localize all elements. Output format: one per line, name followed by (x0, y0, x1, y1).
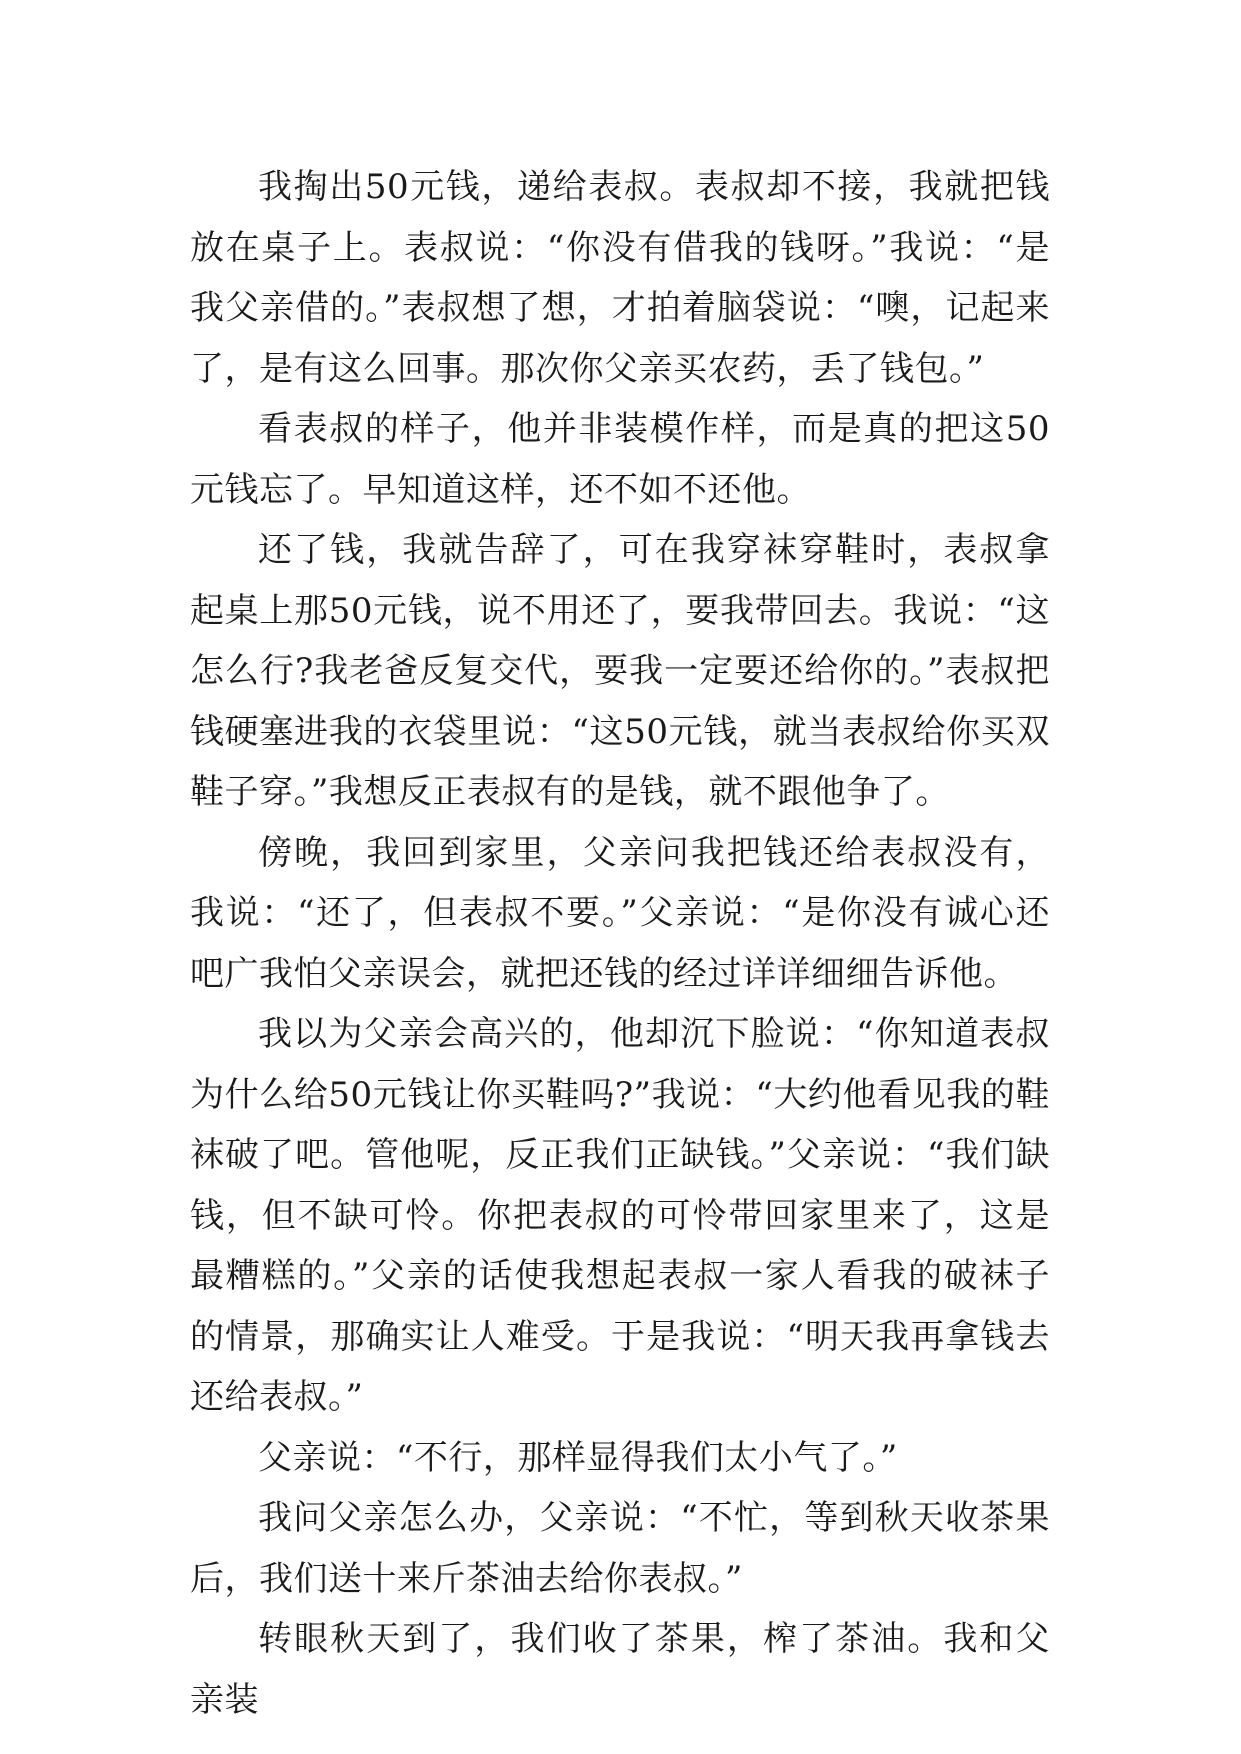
paragraph: 傍晚，我回到家里，父亲问我把钱还给表叔没有，我说：“还了，但表叔不要。”父亲说：“是你没有诚心还吧广我怕父亲误会，就把还钱的经过详详细细告诉他。 (190, 832, 1050, 994)
article-body (190, 157, 1050, 1730)
paragraph: 看表叔的样子，他并非装模作样，而是真的把这50元钱忘了。早知道这样，还不如不还他。 (190, 409, 1050, 510)
paragraph: 我掏出50元钱，递给表叔。表叔却不接，我就把钱放在桌子上。表叔说：“你没有借我的钱呀。”我说：“是我父亲借的。”表叔想了想，才拍着脑袋说：“噢，记起来了，是有这么回事。那次你父亲买农药，丢了钱包。” (190, 167, 1050, 389)
paragraph: 还了钱，我就告辞了，可在我穿袜穿鞋时，表叔拿起桌上那50元钱，说不用还了，要我带回去。我说：“这怎么行?我老爸反复交代，要我一定要还给你的。”表叔把钱硬塞进我的衣袋里说：“这50元钱，就当表叔给你买双鞋子穿。”我想反正表叔有的是钱，就不跟他争了。 (190, 530, 1050, 812)
paragraph: 转眼秋天到了，我们收了茶果，榨了茶油。我和父亲装 (190, 1619, 1050, 1720)
paragraph: 我问父亲怎么办，父亲说：“不忙，等到秋天收茶果后，我们送十来斤茶油去给你表叔。” (190, 1498, 1050, 1599)
paragraph: 我以为父亲会高兴的，他却沉下脸说：“你知道表叔为什么给50元钱让你买鞋吗?”我说：“大约他看见我的鞋袜破了吧。管他呢，反正我们正缺钱。”父亲说：“我们缺钱，但不缺可怜。你把表叔的可怜带回家里来了，这是最糟糕的。”父亲的话使我想起表叔一家人看我的破袜子的情景，那确实让人难受。于是我说：“明天我再拿钱去还给表叔。” (190, 1014, 1050, 1417)
paragraph: 父亲说：“不行，那样显得我们太小气了。” (258, 1437, 898, 1478)
